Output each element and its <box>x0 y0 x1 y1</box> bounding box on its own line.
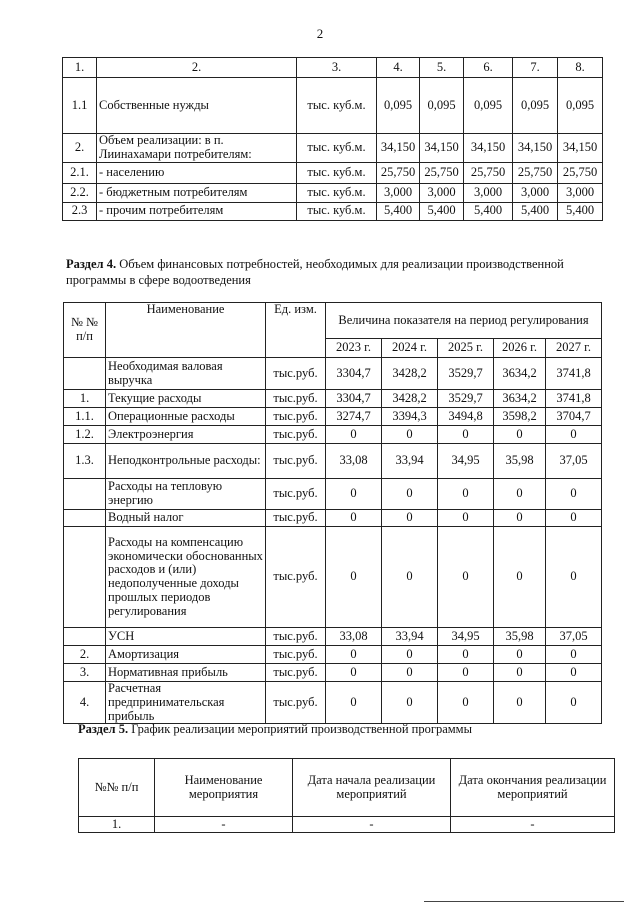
value-cell: 3741,8 <box>546 358 602 390</box>
row-number-cell: 4. <box>64 682 106 724</box>
value-cell: - <box>451 817 615 833</box>
value-cell: 34,150 <box>377 134 420 163</box>
col-head-unit: Ед. изм. <box>266 303 326 358</box>
value-cell: 0 <box>546 510 602 527</box>
value-cell: 34,150 <box>464 134 513 163</box>
table-row <box>63 162 603 183</box>
table-row <box>64 664 602 682</box>
value-cell: 0 <box>326 510 382 527</box>
value-cell: 3428,2 <box>382 390 438 408</box>
financial-needs-table <box>63 302 602 724</box>
value-cell: 3,000 <box>513 183 558 202</box>
value-cell: 3634,2 <box>494 358 546 390</box>
col-head-num: № № п/п <box>64 303 106 358</box>
row-number-cell <box>64 479 106 510</box>
column-header-cell: №№ п/п <box>79 759 155 817</box>
value-cell: 0 <box>494 527 546 628</box>
section-4-text: Объем финансовых потребностей, необходимых для реализации производственной программы в сфере водоотведения <box>66 257 564 287</box>
value-cell: 5,400 <box>464 202 513 220</box>
unit-cell: тыс.руб. <box>266 628 326 646</box>
value-cell: 0 <box>494 664 546 682</box>
value-cell: 37,05 <box>546 444 602 479</box>
value-cell: 3,000 <box>377 183 420 202</box>
value-cell: 3304,7 <box>326 358 382 390</box>
value-cell: 0 <box>546 682 602 724</box>
value-cell: 37,05 <box>546 628 602 646</box>
table-header-row <box>63 58 603 78</box>
water-volume-table <box>62 57 603 221</box>
row-name-cell: Неподконтрольные расходы: <box>106 444 266 479</box>
value-cell: 3529,7 <box>438 390 494 408</box>
table-row <box>64 479 602 510</box>
column-number-cell: 2. <box>97 58 297 78</box>
value-cell: 5,400 <box>377 202 420 220</box>
value-cell: 0 <box>494 479 546 510</box>
row-name-cell: Объем реализации: в п. Лиинахамари потребителям: <box>97 134 297 163</box>
table-row <box>64 646 602 664</box>
schedule-table <box>78 758 615 833</box>
row-name-cell: Водный налог <box>106 510 266 527</box>
table-row <box>64 510 602 527</box>
year-header-cell: 2026 г. <box>494 339 546 358</box>
value-cell: 0 <box>438 682 494 724</box>
page-number: 2 <box>316 26 324 41</box>
value-cell: 0,095 <box>513 78 558 134</box>
value-cell: 0 <box>326 682 382 724</box>
unit-cell: тыс.руб. <box>266 444 326 479</box>
value-cell: 33,94 <box>382 628 438 646</box>
column-number-cell: 1. <box>63 58 97 78</box>
column-number-cell: 5. <box>420 58 464 78</box>
table-row <box>63 202 603 220</box>
row-number-cell <box>64 510 106 527</box>
value-cell: 5,400 <box>420 202 464 220</box>
value-cell: 0 <box>546 664 602 682</box>
row-name-cell: Операционные расходы <box>106 408 266 426</box>
unit-cell: тыс.руб. <box>266 527 326 628</box>
value-cell: 3494,8 <box>438 408 494 426</box>
value-cell: 3394,3 <box>382 408 438 426</box>
value-cell: 0,095 <box>558 78 603 134</box>
year-header-cell: 2027 г. <box>546 339 602 358</box>
value-cell: 0 <box>438 527 494 628</box>
row-number-cell: 2.2. <box>63 183 97 202</box>
year-header-cell: 2024 г. <box>382 339 438 358</box>
value-cell: 0 <box>494 646 546 664</box>
value-cell: 25,750 <box>513 162 558 183</box>
section-5-label: Раздел 5. <box>78 722 129 736</box>
value-cell: 0 <box>326 664 382 682</box>
row-name-cell: Расходы на тепловую энергию <box>106 479 266 510</box>
unit-cell: тыс.руб. <box>266 390 326 408</box>
value-cell: 35,98 <box>494 628 546 646</box>
table-row <box>64 390 602 408</box>
value-cell: 35,98 <box>494 444 546 479</box>
value-cell: 0 <box>382 510 438 527</box>
table-row <box>79 817 615 833</box>
unit-cell: тыс. куб.м. <box>297 134 377 163</box>
row-number-cell: 1. <box>64 390 106 408</box>
unit-cell: тыс. куб.м. <box>297 162 377 183</box>
value-cell: 3634,2 <box>494 390 546 408</box>
row-number-cell <box>64 527 106 628</box>
row-name-cell: - прочим потребителям <box>97 202 297 220</box>
value-cell: 0 <box>326 527 382 628</box>
value-cell: 0 <box>546 426 602 444</box>
value-cell: 3704,7 <box>546 408 602 426</box>
column-number-cell: 3. <box>297 58 377 78</box>
signature-line <box>424 901 624 902</box>
value-cell: 25,750 <box>464 162 513 183</box>
row-number-cell <box>64 358 106 390</box>
unit-cell: тыс. куб.м. <box>297 183 377 202</box>
value-cell: 0 <box>382 664 438 682</box>
value-cell: 33,94 <box>382 444 438 479</box>
value-cell: 0 <box>438 426 494 444</box>
value-cell: 0 <box>438 479 494 510</box>
value-cell: 5,400 <box>558 202 603 220</box>
column-number-cell: 8. <box>558 58 603 78</box>
value-cell: - <box>293 817 451 833</box>
row-number-cell: 2. <box>64 646 106 664</box>
col-head-period: Величина показателя на период регулирования <box>326 303 602 339</box>
unit-cell: тыс.руб. <box>266 408 326 426</box>
value-cell: 34,95 <box>438 628 494 646</box>
value-cell: 0 <box>382 527 438 628</box>
table-row <box>64 527 602 628</box>
value-cell: 3,000 <box>420 183 464 202</box>
value-cell: 0 <box>546 479 602 510</box>
value-cell: 0 <box>326 646 382 664</box>
value-cell: 0 <box>546 527 602 628</box>
value-cell: 0 <box>326 426 382 444</box>
value-cell: 25,750 <box>558 162 603 183</box>
value-cell: 3,000 <box>464 183 513 202</box>
value-cell: 0 <box>438 646 494 664</box>
unit-cell: тыс. куб.м. <box>297 202 377 220</box>
column-header-cell: Наименование мероприятия <box>155 759 293 817</box>
value-cell: 3598,2 <box>494 408 546 426</box>
unit-cell: тыс. куб.м. <box>297 78 377 134</box>
value-cell: - <box>155 817 293 833</box>
value-cell: 3428,2 <box>382 358 438 390</box>
row-number-cell: 1.3. <box>64 444 106 479</box>
unit-cell: тыс.руб. <box>266 479 326 510</box>
section-5-heading <box>78 722 598 738</box>
table-row <box>63 183 603 202</box>
row-number-cell: 1. <box>79 817 155 833</box>
value-cell: 0 <box>326 479 382 510</box>
row-name-cell: УСН <box>106 628 266 646</box>
table-row <box>64 358 602 390</box>
table-row <box>64 408 602 426</box>
row-name-cell: Собственные нужды <box>97 78 297 134</box>
value-cell: 34,150 <box>420 134 464 163</box>
value-cell: 33,08 <box>326 628 382 646</box>
value-cell: 0 <box>546 646 602 664</box>
row-number-cell: 2.3 <box>63 202 97 220</box>
value-cell: 0 <box>438 664 494 682</box>
unit-cell: тыс.руб. <box>266 664 326 682</box>
row-number-cell <box>64 628 106 646</box>
value-cell: 0 <box>382 426 438 444</box>
row-number-cell: 2. <box>63 134 97 163</box>
value-cell: 25,750 <box>420 162 464 183</box>
year-header-cell: 2023 г. <box>326 339 382 358</box>
value-cell: 0 <box>494 426 546 444</box>
value-cell: 0,095 <box>377 78 420 134</box>
row-name-cell: Необходимая валовая выручка <box>106 358 266 390</box>
column-number-cell: 7. <box>513 58 558 78</box>
value-cell: 3529,7 <box>438 358 494 390</box>
value-cell: 34,150 <box>558 134 603 163</box>
value-cell: 0 <box>494 510 546 527</box>
table-row <box>63 78 603 134</box>
value-cell: 5,400 <box>513 202 558 220</box>
value-cell: 0 <box>382 646 438 664</box>
row-name-cell: Расходы на компенсацию экономически обоснованных расходов и (или) недополученные доходы прошлых периодов регулирования <box>106 527 266 628</box>
row-name-cell: Нормативная прибыль <box>106 664 266 682</box>
unit-cell: тыс.руб. <box>266 426 326 444</box>
value-cell: 33,08 <box>326 444 382 479</box>
row-name-cell: - населению <box>97 162 297 183</box>
row-name-cell: Электроэнергия <box>106 426 266 444</box>
section-5-text: График реализации мероприятий производственной программы <box>128 722 472 736</box>
table-row <box>64 682 602 724</box>
value-cell: 0,095 <box>464 78 513 134</box>
column-header-cell: Дата окончания реализации мероприятий <box>451 759 615 817</box>
unit-cell: тыс.руб. <box>266 682 326 724</box>
row-number-cell: 1.1. <box>64 408 106 426</box>
value-cell: 3304,7 <box>326 390 382 408</box>
value-cell: 3741,8 <box>546 390 602 408</box>
value-cell: 3274,7 <box>326 408 382 426</box>
table-row <box>63 134 603 163</box>
table-row <box>64 426 602 444</box>
value-cell: 34,95 <box>438 444 494 479</box>
unit-cell: тыс.руб. <box>266 358 326 390</box>
row-name-cell: Амортизация <box>106 646 266 664</box>
year-header-cell: 2025 г. <box>438 339 494 358</box>
value-cell: 0 <box>382 479 438 510</box>
value-cell: 0,095 <box>420 78 464 134</box>
row-number-cell: 1.1 <box>63 78 97 134</box>
value-cell: 0 <box>382 682 438 724</box>
value-cell: 3,000 <box>558 183 603 202</box>
column-header-cell: Дата начала реализации мероприятий <box>293 759 451 817</box>
value-cell: 25,750 <box>377 162 420 183</box>
value-cell: 0 <box>494 682 546 724</box>
row-number-cell: 2.1. <box>63 162 97 183</box>
table-header-row <box>79 759 615 817</box>
value-cell: 0 <box>438 510 494 527</box>
row-name-cell: Текущие расходы <box>106 390 266 408</box>
row-number-cell: 1.2. <box>64 426 106 444</box>
unit-cell: тыс.руб. <box>266 510 326 527</box>
column-number-cell: 6. <box>464 58 513 78</box>
column-number-cell: 4. <box>377 58 420 78</box>
unit-cell: тыс.руб. <box>266 646 326 664</box>
col-head-name: Наименование <box>106 303 266 358</box>
table-row <box>64 444 602 479</box>
row-name-cell: - бюджетным потребителям <box>97 183 297 202</box>
row-name-cell: Расчетная предпринимательская прибыль <box>106 682 266 724</box>
value-cell: 34,150 <box>513 134 558 163</box>
section-4-heading <box>66 257 606 288</box>
table-row <box>64 628 602 646</box>
section-4-label: Раздел 4. <box>66 257 117 271</box>
row-number-cell: 3. <box>64 664 106 682</box>
